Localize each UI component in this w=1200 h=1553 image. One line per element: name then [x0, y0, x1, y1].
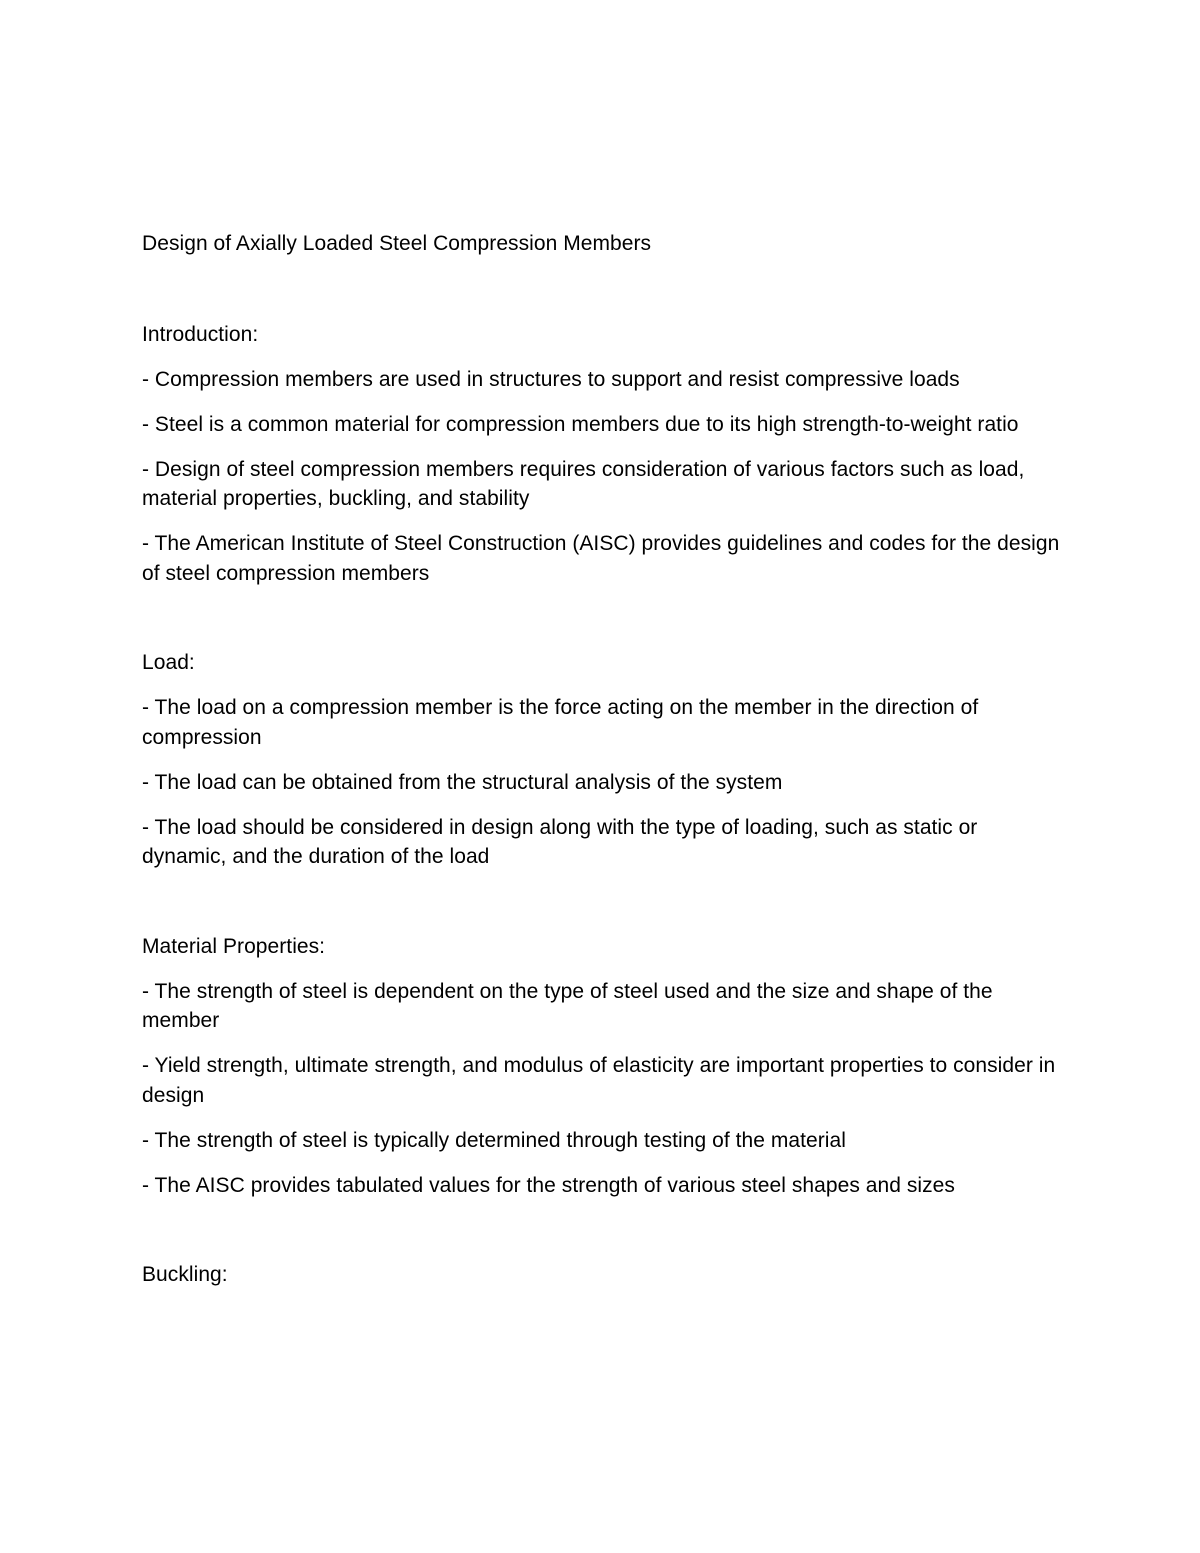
bullet-item: - The load should be considered in design along with the type of loading, such as static or dynamic, and the duration of the load	[142, 815, 978, 868]
section-heading: Buckling:	[142, 1263, 228, 1286]
document-body	[142, 229, 1062, 1305]
section-material-properties	[142, 932, 1062, 1201]
section-buckling	[142, 1260, 1062, 1290]
bullet-item: - The load on a compression member is the force acting on the member in the direction of compression	[142, 696, 979, 749]
bullet-item: - The strength of steel is dependent on the type of steel used and the size and shape of the member	[142, 979, 993, 1032]
section-load	[142, 648, 1062, 872]
bullet-item: - Steel is a common material for compression members due to its high strength-to-weight ratio	[142, 412, 1019, 436]
section-heading: Introduction:	[142, 322, 259, 346]
bullet-item: - The load can be obtained from the structural analysis of the system	[142, 770, 783, 794]
document-title: Design of Axially Loaded Steel Compression Members	[142, 232, 652, 255]
bullet-item: - Yield strength, ultimate strength, and modulus of elasticity are important properties to consider in design	[142, 1054, 1056, 1107]
bullet-item: - The strength of steel is typically determined through testing of the material	[142, 1128, 846, 1152]
section-introduction	[142, 320, 1062, 589]
bullet-item: - The AISC provides tabulated values for the strength of various steel shapes and sizes	[142, 1173, 955, 1197]
section-heading: Load:	[142, 651, 195, 674]
section-heading: Material Properties:	[142, 934, 326, 958]
bullet-item: - Design of steel compression members requires consideration of various factors such as load, material properties, buckling, and stability	[142, 457, 1025, 510]
bullet-item: - Compression members are used in structures to support and resist compressive loads	[142, 367, 960, 391]
bullet-item: - The American Institute of Steel Construction (AISC) provides guidelines and codes for the design of steel compression members	[142, 532, 1060, 585]
